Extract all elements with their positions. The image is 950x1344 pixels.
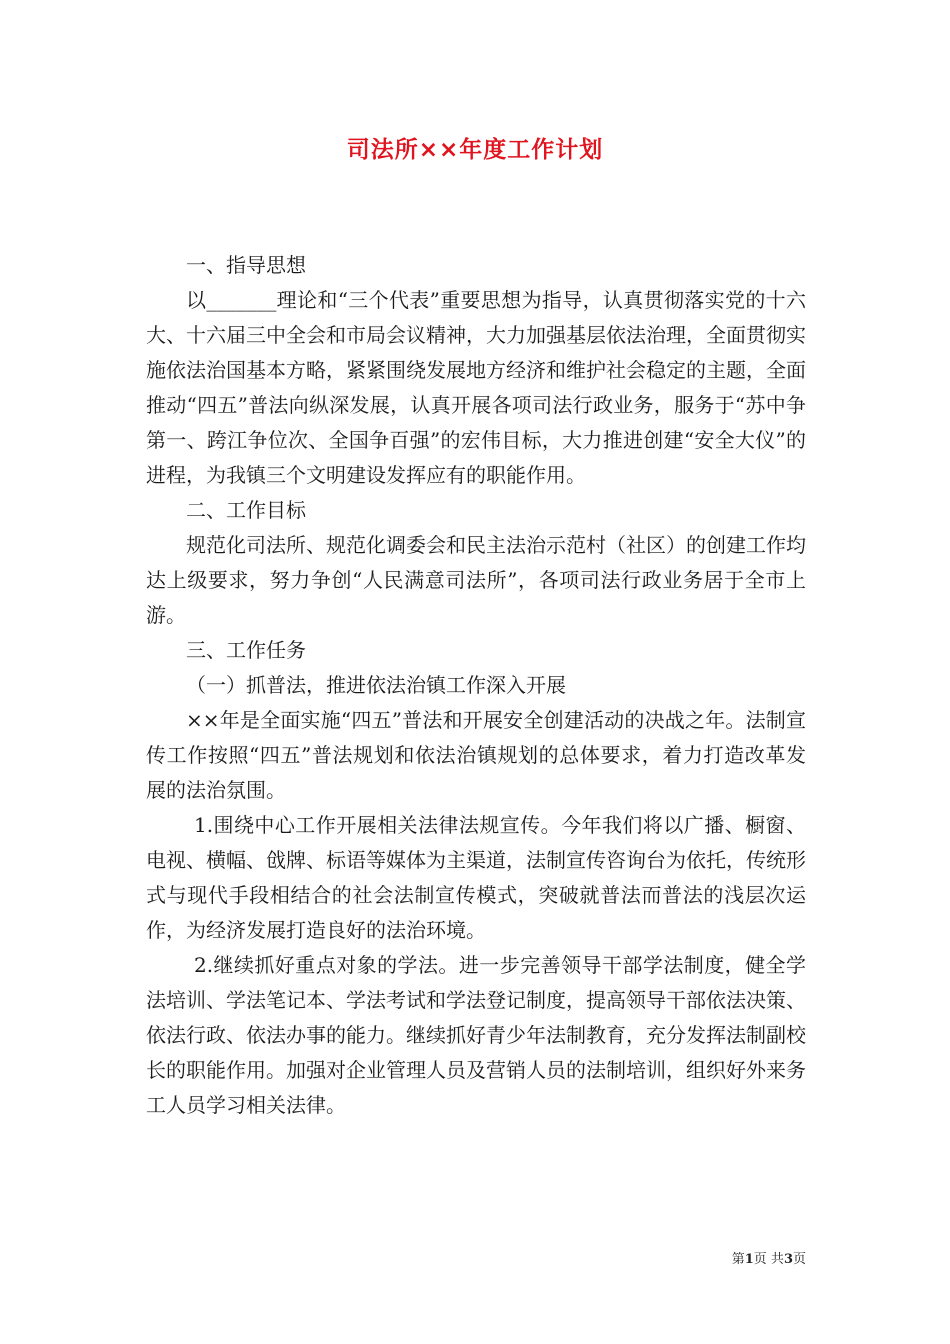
paragraph-guiding-thought: 以_______理论和“三个代表”重要思想为指导，认真贯彻落实党的十六大、十六届三中全会和市局会议精神，大力加强基层依法治理，全面贯彻实施依法治国基本方略，紧紧围绕发展地方经济和维护社会稳定的主题，全面推动“四五”普法向纵深发展，认真开展各项司法行政业务，服务于“苏中争第一、跨江争位次、全国争百强”的宏伟目标，大力推进创建“安全大仪”的进程，为我镇三个文明建设发挥应有的职能作用。 xyxy=(146,288,806,487)
footer-prefix: 第 xyxy=(731,1252,745,1267)
document-title: 司法所××年度工作计划 xyxy=(346,137,604,163)
current-page-number: 1 xyxy=(744,1252,754,1267)
footer-suffix: 页 xyxy=(792,1252,806,1267)
footer-middle: 页 共 xyxy=(753,1252,784,1267)
page-number-footer xyxy=(0,1248,806,1267)
document-body xyxy=(146,248,806,1123)
section-heading-work-tasks: 三、工作任务 xyxy=(186,638,306,662)
list-item-1: 1.围绕中心工作开展相关法律法规宣传。今年我们将以广播、橱窗、电视、横幅、戗牌、标语等媒体为主渠道，法制宣传咨询台为依托，传统形式与现代手段相结合的社会法制宣传模式，突破就普法而普法的浅层次运作，为经济发展打造良好的法治环境。 xyxy=(146,813,806,942)
paragraph-legal-education: ××年是全面实施“四五”普法和开展安全创建活动的决战之年。法制宣传工作按照“四五”普法规划和依法治镇规划的总体要求，着力打造改革发展的法治氛围。 xyxy=(146,708,806,802)
section-heading-work-goals: 二、工作目标 xyxy=(186,498,306,522)
list-item-2: 2.继续抓好重点对象的学法。进一步完善领导干部学法制度，健全学法培训、学法笔记本、学法考试和学法登记制度，提高领导干部依法决策、依法行政、依法办事的能力。继续抓好青少年法制教育，充分发挥法制副校长的职能作用。加强对企业管理人员及营销人员的法制培训，组织好外来务工人员学习相关法律。 xyxy=(146,953,806,1117)
total-pages-number: 3 xyxy=(783,1252,793,1267)
subsection-heading-legal-education: （一）抓普法，推进依法治镇工作深入开展 xyxy=(186,673,566,697)
section-heading-guiding-thought: 一、指导思想 xyxy=(186,253,306,277)
paragraph-work-goals: 规范化司法所、规范化调委会和民主法治示范村（社区）的创建工作均达上级要求，努力争创“人民满意司法所”，各项司法行政业务居于全市上游。 xyxy=(146,533,806,627)
